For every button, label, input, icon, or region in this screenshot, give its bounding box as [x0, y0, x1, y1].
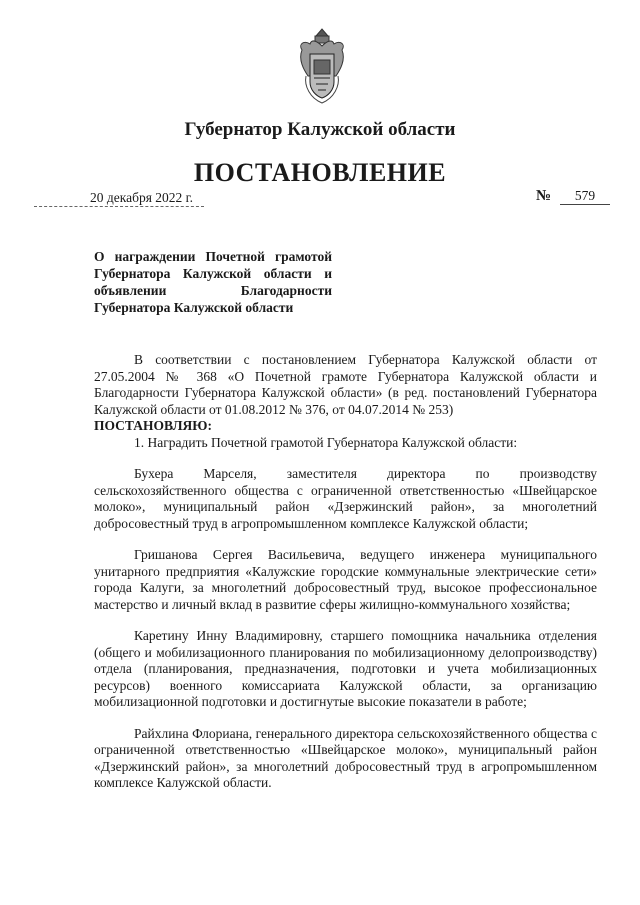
awardee-paragraph: Бухера Марселя, заместителя директора по производству сельскохозяйственного общества с ограниченной ответственностью «Швейцарское молоко», муниципальный район «Дзержинский район», за многолетний добросовестный труд в агропромышленном комплексе Калужской области;: [94, 466, 597, 531]
kaluga-coat-of-arms-icon: [296, 26, 348, 106]
document-type: ПОСТАНОВЛЕНИЕ: [193, 158, 447, 187]
document-number: 579: [560, 188, 610, 205]
item-1-paragraph: 1. Наградить Почетной грамотой Губернатора Калужской области:: [134, 434, 518, 450]
issuer-title: Губернатор Калужской области: [184, 119, 456, 140]
awardee-paragraph: Гришанова Сергея Васильевича, ведущего инженера муниципального унитарного предприятия «Калужские городские коммунальные электрические сети» города Калуги, за многолетний добросовестный труд, высокое профессиональное мастерство и личный вклад в развитие сферы жилищно-коммунального хозяйства;: [94, 547, 597, 612]
awardee-paragraph: Райхлина Флориана, генерального директора сельскохозяйственного общества с ограниченной ответственностью «Швейцарское молоко», муниципальный район «Дзержинский район», за многолетний добросовестный труд в агропромышленном комплексе Калужской области.: [94, 725, 597, 790]
document-subject: О награждении Почетной грамотой Губернатора Калужской области и объявлении Благодарности Губернатора Калужской области: [94, 249, 332, 315]
preamble-paragraph: В соответствии с постановлением Губернатора Калужской области от 27.05.2004 № 368 «О Почетной грамоте Губернатора Калужской области и Благодарности Губернатора Калужской области» (в ред. постановлений Губернатора Калужской области от 01.08.2012 № 376, от 04.07.2014 № 253): [94, 352, 597, 417]
document-body: [94, 352, 597, 792]
awardee-paragraph: Каретину Инну Владимировну, старшего помощника начальника отделения (общего и мобилизационного планирования по мобилизационному делопроизводству) отдела (планирования, предназначения, подготовки и учета мобилизационных ресурсов) военного комиссариата Калужской области, за организацию мобилизационной подготовки и достигнутые высокие показатели в работе;: [94, 628, 597, 709]
decree-heading: ПОСТАНОВЛЯЮ:: [94, 418, 212, 433]
number-sign: №: [536, 188, 552, 204]
document-date: 20 декабря 2022 г.: [34, 190, 204, 207]
